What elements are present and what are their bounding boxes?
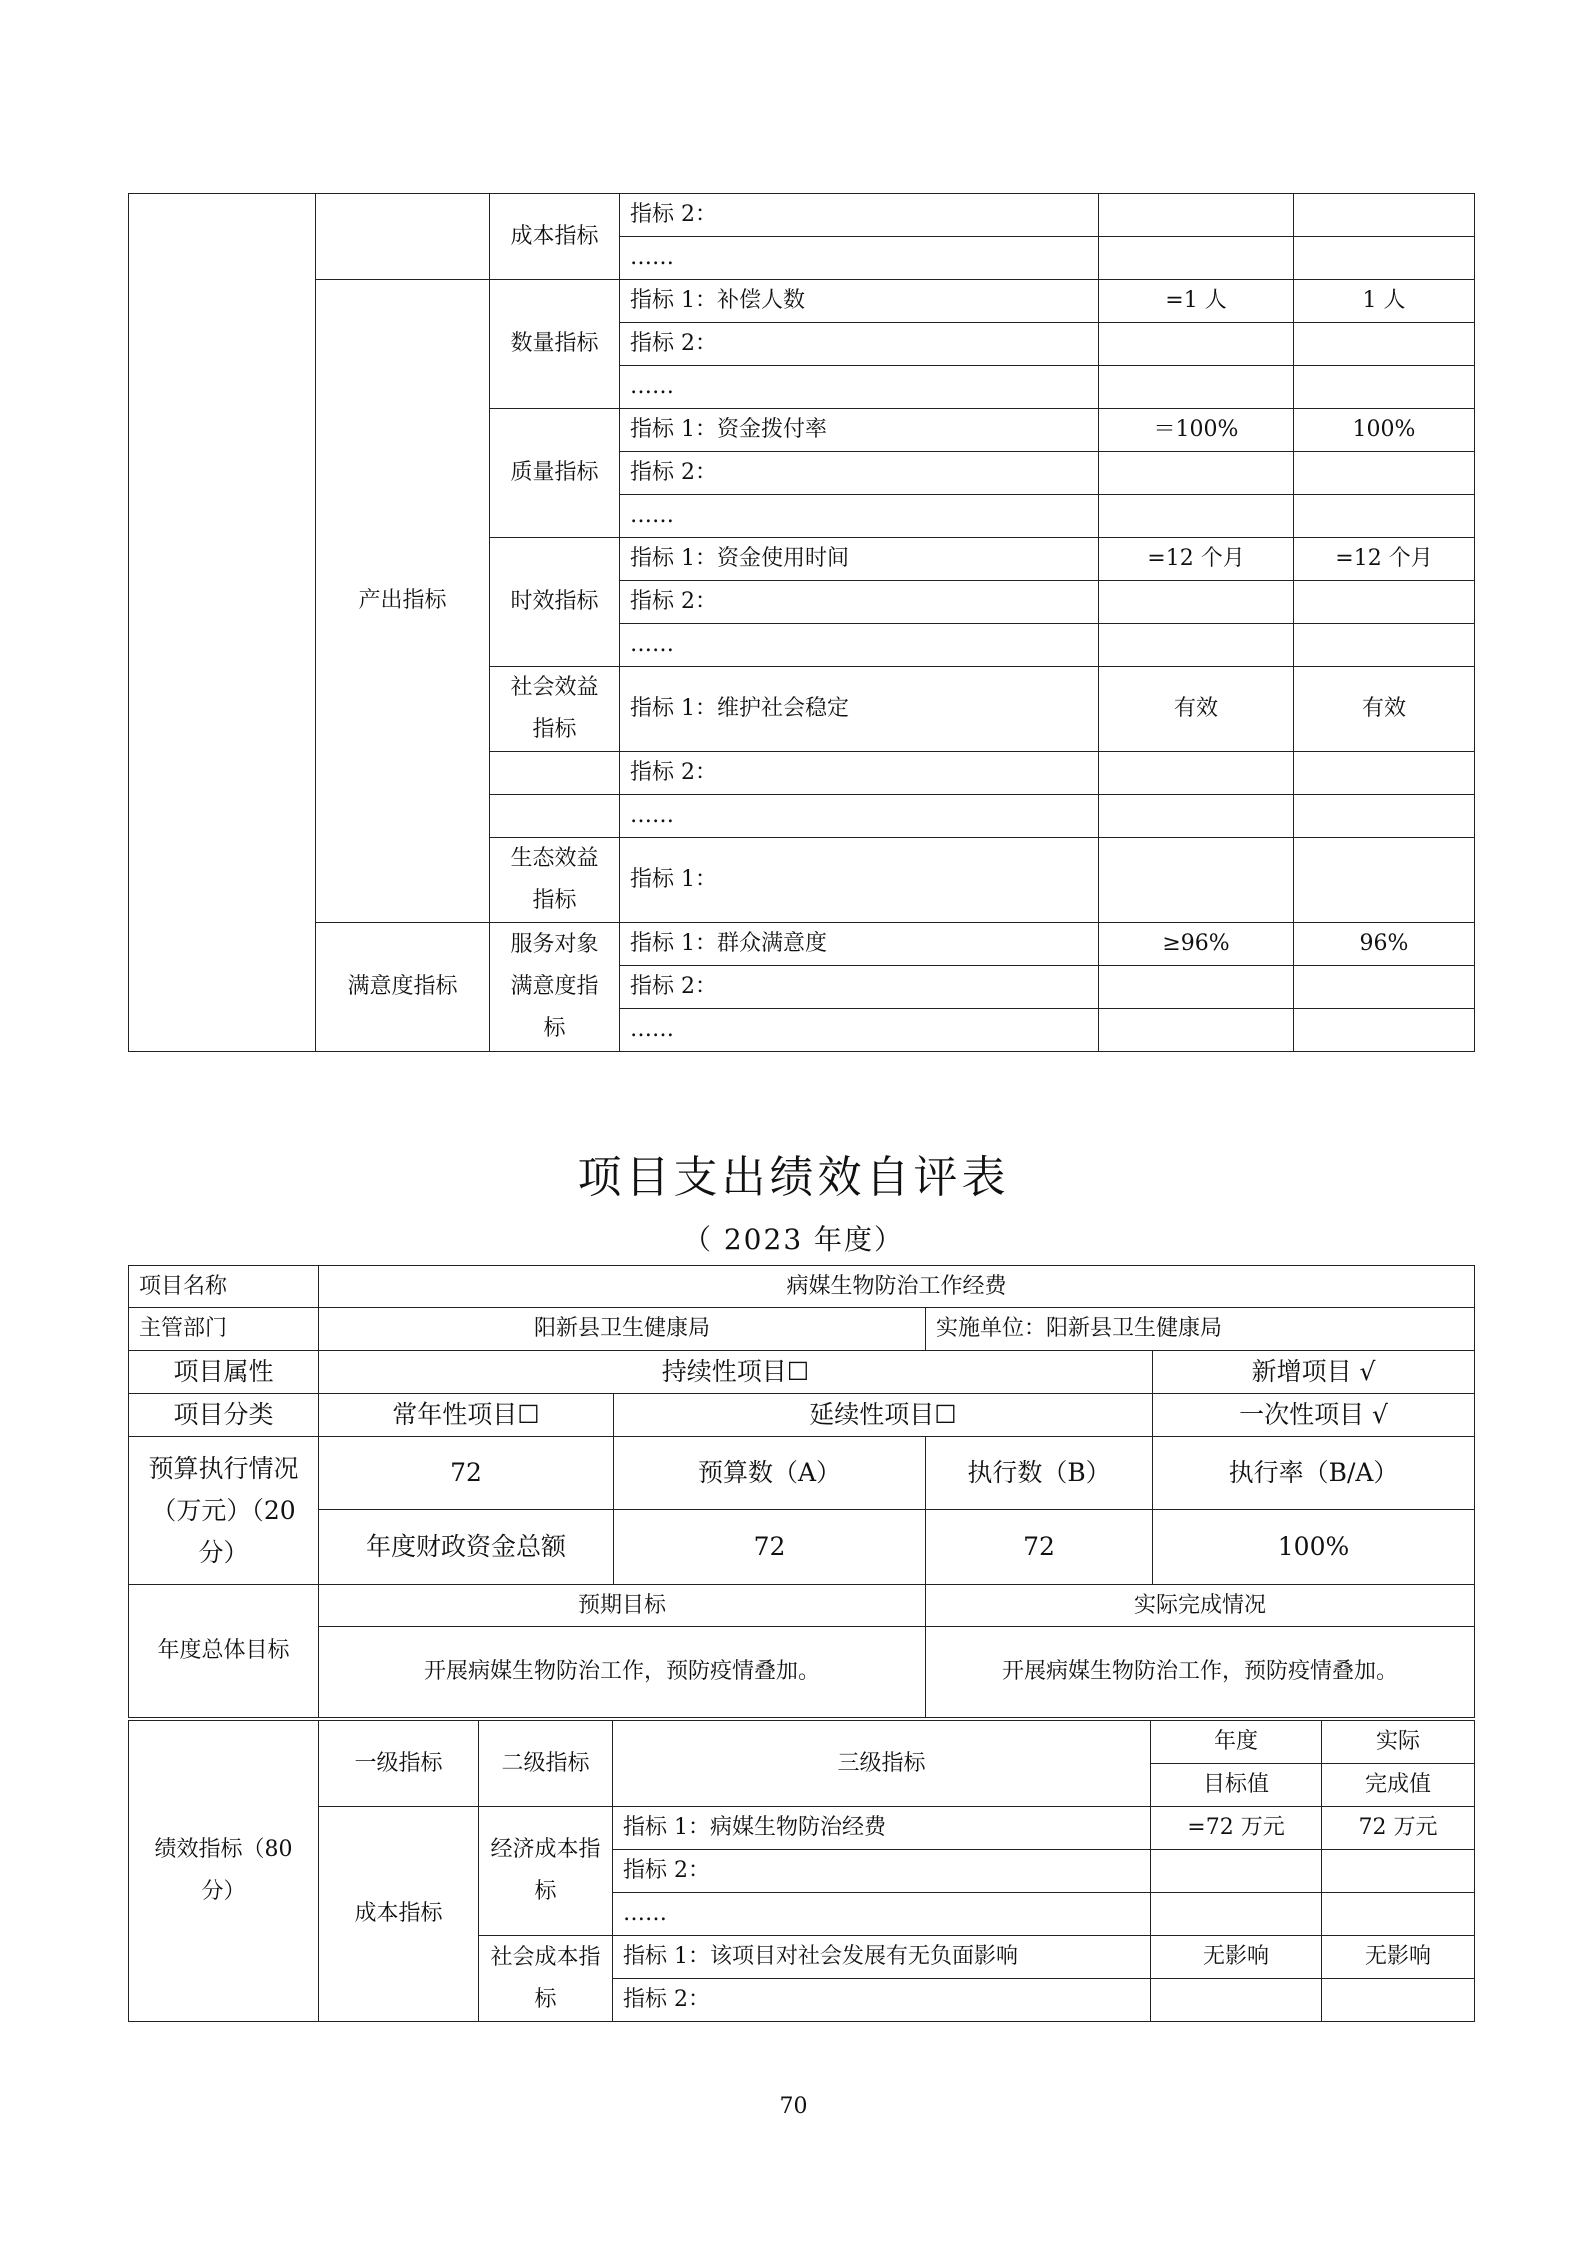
l3-timeliness-cell: 时效指标 bbox=[490, 538, 620, 667]
target-cell bbox=[1099, 323, 1294, 366]
actual-cell bbox=[1294, 237, 1475, 280]
target-cell: ≥96% bbox=[1099, 923, 1294, 966]
actual-cell bbox=[1322, 1979, 1475, 2022]
l3-empty-cell bbox=[490, 795, 620, 838]
indicator-cell: …… bbox=[620, 1009, 1099, 1052]
rate-value: 100% bbox=[1153, 1510, 1475, 1585]
indicator-cell: …… bbox=[620, 366, 1099, 409]
dept-value: 阳新县卫生健康局 bbox=[319, 1308, 926, 1351]
attr-continuing: 持续性项目☐ bbox=[319, 1351, 1153, 1394]
indicator-cell: 指标 1：维护社会稳定 bbox=[620, 667, 1099, 752]
l3-quality-cell: 质量指标 bbox=[490, 409, 620, 538]
project-name-value: 病媒生物防治工作经费 bbox=[319, 1266, 1475, 1308]
indicator-cell: 指标 1：群众满意度 bbox=[620, 923, 1099, 966]
actual-cell bbox=[1294, 323, 1475, 366]
target-cell bbox=[1099, 838, 1294, 923]
indicator-cell: 指标 2： bbox=[620, 581, 1099, 624]
indicator-cell: 指标 1：该项目对社会发展有无负面影响 bbox=[613, 1936, 1151, 1979]
target-cell bbox=[1099, 795, 1294, 838]
target-cell bbox=[1151, 1893, 1322, 1936]
l3-social-benefit-cell: 社会效益指标 bbox=[490, 667, 620, 752]
indicator-cell: …… bbox=[620, 795, 1099, 838]
outer-empty-cell bbox=[129, 194, 316, 1052]
budget-a-value: 72 bbox=[614, 1510, 926, 1585]
indicator-cell: 指标 2： bbox=[613, 1979, 1151, 2022]
cat-extended: 延续性项目☐ bbox=[614, 1394, 1153, 1437]
target-cell bbox=[1099, 237, 1294, 280]
indicator-cell: 指标 2： bbox=[613, 1850, 1151, 1893]
actual-cell bbox=[1294, 838, 1475, 923]
indicator-cell: …… bbox=[620, 624, 1099, 667]
target-cell bbox=[1099, 752, 1294, 795]
indicator-cell: …… bbox=[613, 1893, 1151, 1936]
actual-cell bbox=[1294, 1009, 1475, 1052]
project-name-label: 项目名称 bbox=[129, 1266, 319, 1308]
indicator-cell: 指标 2： bbox=[620, 452, 1099, 495]
cat-regular: 常年性项目☐ bbox=[319, 1394, 614, 1437]
indicator-cell: 指标 2： bbox=[620, 752, 1099, 795]
target-cell: 无影响 bbox=[1151, 1936, 1322, 1979]
h-actual-2: 完成值 bbox=[1322, 1764, 1475, 1807]
exec-b-label: 执行数（B） bbox=[926, 1437, 1153, 1510]
h-target-1: 年度 bbox=[1151, 1721, 1322, 1764]
target-cell bbox=[1151, 1850, 1322, 1893]
l2-satisfaction-cell: 满意度指标 bbox=[316, 923, 490, 1052]
indicator-cell: 指标 2： bbox=[620, 323, 1099, 366]
l2-cell bbox=[316, 194, 490, 280]
rate-label: 执行率（B/A） bbox=[1153, 1437, 1475, 1510]
l3-service-satisfaction-cell: 服务对象满意度指标 bbox=[490, 923, 620, 1052]
cat-onetime: 一次性项目 √ bbox=[1153, 1394, 1475, 1437]
actual-cell bbox=[1294, 795, 1475, 838]
actual-cell bbox=[1294, 966, 1475, 1009]
h-l2: 二级指标 bbox=[479, 1721, 613, 1807]
actual-cell bbox=[1294, 752, 1475, 795]
dept-label: 主管部门 bbox=[129, 1308, 319, 1351]
l2-econ-cell: 经济成本指标 bbox=[479, 1807, 613, 1936]
actual-label: 实际完成情况 bbox=[926, 1585, 1475, 1627]
l2-social-cell: 社会成本指标 bbox=[479, 1936, 613, 2022]
indicator-cell: 指标 2： bbox=[620, 966, 1099, 1009]
indicator-cell: 指标 1：病媒生物防治经费 bbox=[613, 1807, 1151, 1850]
impl-unit-value: 实施单位：阳新县卫生健康局 bbox=[926, 1308, 1475, 1351]
actual-value: 开展病媒生物防治工作，预防疫情叠加。 bbox=[926, 1627, 1475, 1718]
actual-cell bbox=[1322, 1850, 1475, 1893]
actual-cell bbox=[1294, 194, 1475, 237]
target-cell: =72 万元 bbox=[1151, 1807, 1322, 1850]
actual-cell bbox=[1294, 452, 1475, 495]
actual-cell: 96% bbox=[1294, 923, 1475, 966]
h-actual-1: 实际 bbox=[1322, 1721, 1475, 1764]
page-number: 70 bbox=[779, 2094, 808, 2119]
l2-output-cell: 产出指标 bbox=[316, 280, 490, 923]
target-cell bbox=[1099, 366, 1294, 409]
top-indicator-table bbox=[128, 193, 1475, 1052]
budget-label: 预算执行情况（万元）（20 分） bbox=[129, 1437, 319, 1585]
indicator-cell: …… bbox=[620, 495, 1099, 538]
target-cell bbox=[1099, 581, 1294, 624]
l3-eco-benefit-cell: 生态效益指标 bbox=[490, 838, 620, 923]
actual-cell: 有效 bbox=[1294, 667, 1475, 752]
exec-b-value: 72 bbox=[926, 1510, 1153, 1585]
l3-quantity-cell: 数量指标 bbox=[490, 280, 620, 409]
target-cell bbox=[1099, 452, 1294, 495]
actual-cell: 无影响 bbox=[1322, 1936, 1475, 1979]
actual-cell: 72 万元 bbox=[1322, 1807, 1475, 1850]
performance-table bbox=[128, 1720, 1475, 2022]
actual-cell bbox=[1294, 624, 1475, 667]
indicator-cell: 指标 1：资金拨付率 bbox=[620, 409, 1099, 452]
target-cell: 有效 bbox=[1099, 667, 1294, 752]
indicator-cell: …… bbox=[620, 237, 1099, 280]
target-cell: ＝100% bbox=[1099, 409, 1294, 452]
target-cell bbox=[1099, 624, 1294, 667]
annual-fund-label: 年度财政资金总额 bbox=[319, 1510, 614, 1585]
category-label: 项目分类 bbox=[129, 1394, 319, 1437]
perf-label: 绩效指标（80 分） bbox=[129, 1721, 319, 2022]
target-cell bbox=[1099, 194, 1294, 237]
indicator-cell: 指标 1：资金使用时间 bbox=[620, 538, 1099, 581]
expected-value: 开展病媒生物防治工作，预防疫情叠加。 bbox=[319, 1627, 926, 1718]
actual-cell: =12 个月 bbox=[1294, 538, 1475, 581]
h-l3: 三级指标 bbox=[613, 1721, 1151, 1807]
l1-cost-cell: 成本指标 bbox=[319, 1807, 479, 2022]
target-cell: =12 个月 bbox=[1099, 538, 1294, 581]
attr-label: 项目属性 bbox=[129, 1351, 319, 1394]
form-year: （ 2023 年度） bbox=[682, 1223, 905, 1256]
project-form-table bbox=[128, 1265, 1475, 1718]
l3-empty-cell bbox=[490, 752, 620, 795]
h-target-2: 目标值 bbox=[1151, 1764, 1322, 1807]
actual-cell bbox=[1322, 1893, 1475, 1936]
expected-label: 预期目标 bbox=[319, 1585, 926, 1627]
target-cell bbox=[1099, 1009, 1294, 1052]
target-cell bbox=[1099, 966, 1294, 1009]
indicator-cell: 指标 2： bbox=[620, 194, 1099, 237]
form-title: 项目支出绩效自评表 bbox=[577, 1152, 1010, 1203]
l3-cell: 成本指标 bbox=[490, 194, 620, 280]
target-cell: =1 人 bbox=[1099, 280, 1294, 323]
actual-cell bbox=[1294, 581, 1475, 624]
actual-cell bbox=[1294, 495, 1475, 538]
target-cell bbox=[1151, 1979, 1322, 2022]
attr-new: 新增项目 √ bbox=[1153, 1351, 1475, 1394]
indicator-cell: 指标 1： bbox=[620, 838, 1099, 923]
target-cell bbox=[1099, 495, 1294, 538]
actual-cell bbox=[1294, 366, 1475, 409]
indicator-cell: 指标 1：补偿人数 bbox=[620, 280, 1099, 323]
actual-cell: 100% bbox=[1294, 409, 1475, 452]
actual-cell: 1 人 bbox=[1294, 280, 1475, 323]
goal-label: 年度总体目标 bbox=[129, 1585, 319, 1718]
budget-total: 72 bbox=[319, 1437, 614, 1510]
budget-a-label: 预算数（A） bbox=[614, 1437, 926, 1510]
h-l1: 一级指标 bbox=[319, 1721, 479, 1807]
